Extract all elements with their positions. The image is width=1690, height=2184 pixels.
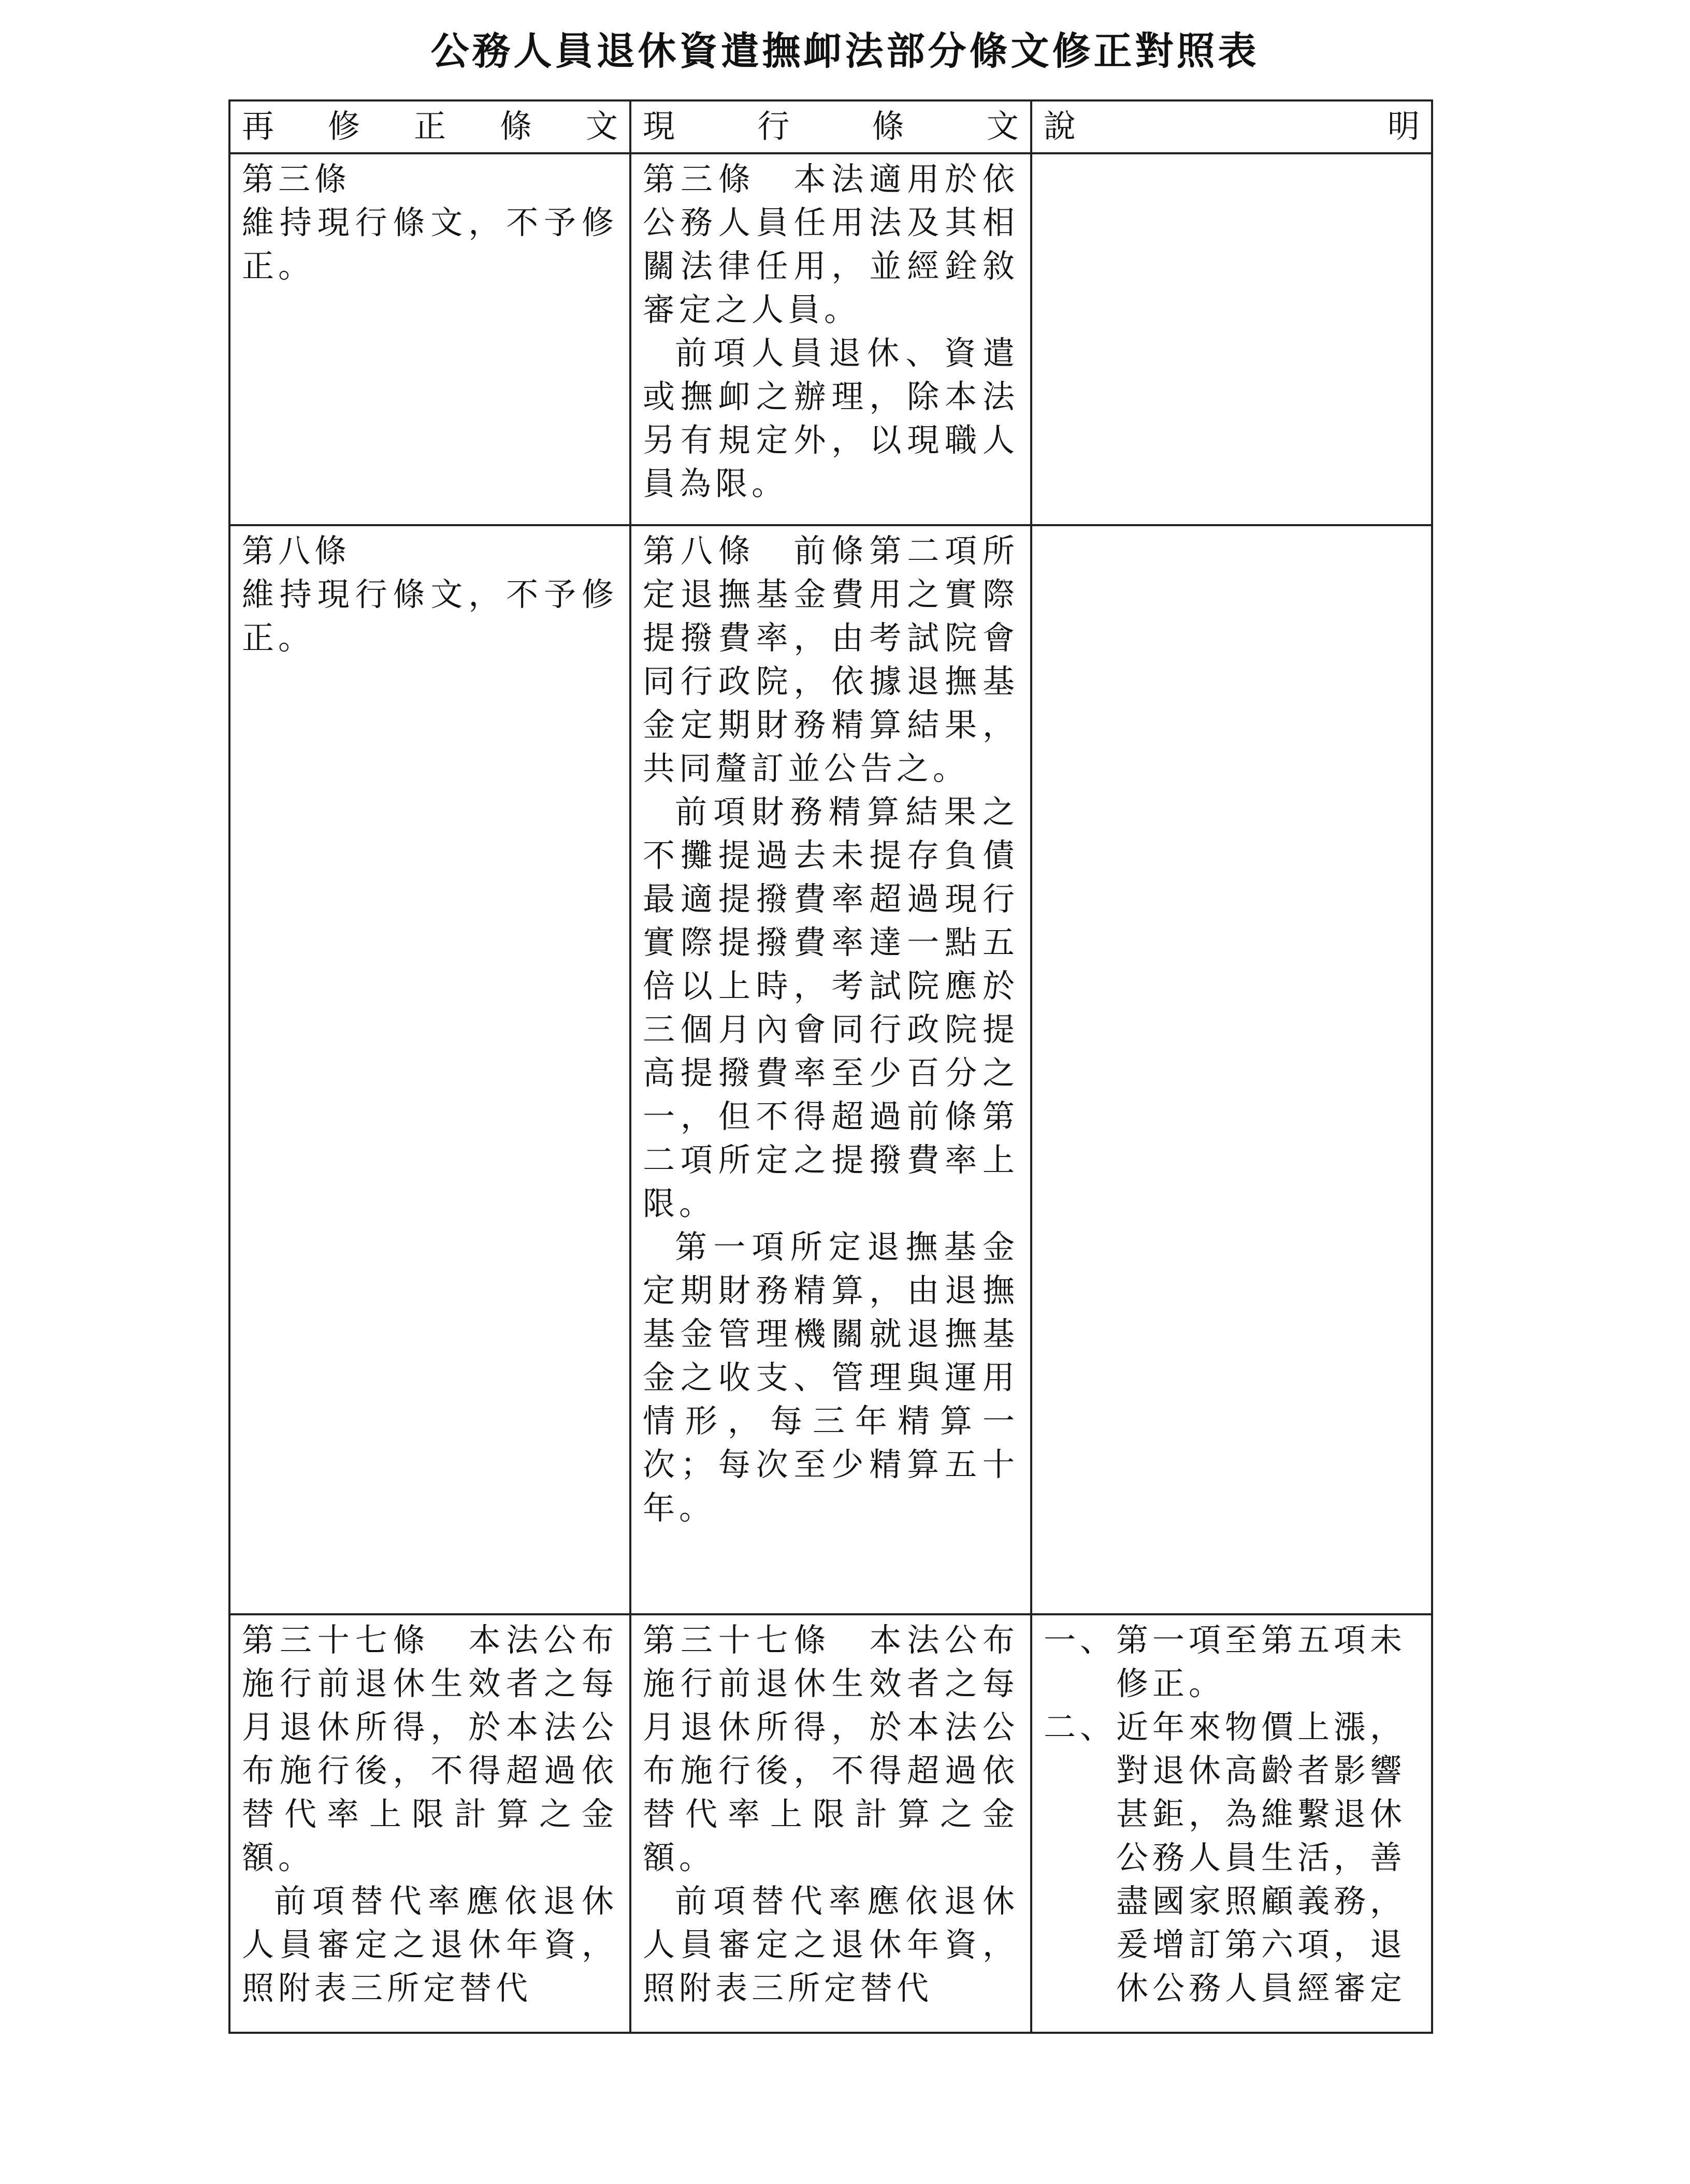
table-row	[229, 153, 1432, 525]
table-row	[229, 1614, 1432, 2033]
page-title: 公務人員退休資遣撫卹法部分條文修正對照表	[430, 29, 1260, 74]
current-cell	[630, 153, 1031, 525]
note-number: 二、	[1044, 1708, 1117, 1746]
note-cell	[1031, 1614, 1432, 2033]
revised-paragraph: 第三十七條 本法公布施行前退休生效者之每月退休所得，於本法公布施行後，不得超過依替代率上限計算之金額。	[242, 1621, 618, 1876]
revised-text: 維持現行條文，不予修正。	[242, 575, 618, 657]
header-current-articles: 現 行 條 文	[630, 100, 1031, 153]
note-number: 一、	[1044, 1621, 1117, 1659]
current-paragraph: 前項替代率應依退休人員審定之退休年資，照附表三所定替代	[643, 1882, 1019, 2007]
note-item	[1044, 1618, 1420, 1705]
current-paragraph: 前項財務精算結果之不攤提過去未提存負債最適提撥費率超過現行實際提撥費率達一點五倍以上時，考試院應於三個月內會同行政院提高提撥費率至少百分之一，但不得超過前條第二項所定之提撥費率上限。	[643, 793, 1019, 1222]
note-text: 第一項至第五項未修正。	[1116, 1621, 1407, 1702]
current-paragraph: 第三條 本法適用於依公務人員任用法及其相關法律任用，並經銓敘審定之人員。	[643, 160, 1019, 328]
current-paragraph: 第三十七條 本法公布施行前退休生效者之每月退休所得，於本法公布施行後，不得超過依替代率上限計算之金額。	[643, 1621, 1019, 1876]
note-item	[1044, 1705, 1420, 2010]
note-text: 近年來物價上漲，對退休高齡者影響甚鉅，為維繫退休公務人員生活，善盡國家照顧義務，爰增訂第六項，退休公務人員經審定	[1116, 1708, 1407, 2007]
current-paragraph: 前項人員退休、資遣或撫卹之辦理，除本法另有規定外，以現職人員為限。	[643, 334, 1019, 502]
note-cell	[1031, 525, 1432, 1614]
revised-cell	[229, 1614, 630, 2033]
current-paragraph: 第八條 前條第二項所定退撫基金費用之實際提撥費率，由考試院會同行政院，依據退撫基金定期財務精算結果，共同釐訂並公告之。	[643, 532, 1019, 787]
revised-text: 維持現行條文，不予修正。	[242, 204, 618, 285]
revised-paragraph: 前項替代率應依退休人員審定之退休年資，照附表三所定替代	[242, 1882, 618, 2007]
revised-cell	[229, 525, 630, 1614]
article-heading: 第三條	[242, 160, 351, 198]
note-cell	[1031, 153, 1432, 525]
header-revised-articles: 再 修 正 條 文	[229, 100, 630, 153]
header-explanation: 說 明	[1031, 100, 1432, 153]
comparison-table	[228, 99, 1433, 2034]
article-heading: 第八條	[242, 532, 351, 570]
table-header-row	[229, 100, 1432, 153]
revised-cell	[229, 153, 630, 525]
current-cell	[630, 525, 1031, 1614]
table-row	[229, 525, 1432, 1614]
current-paragraph: 第一項所定退撫基金定期財務精算，由退撫基金管理機關就退撫基金之收支、管理與運用情形，每三年精算一次；每次至少精算五十年。	[643, 1228, 1019, 1527]
current-cell	[630, 1614, 1031, 2033]
